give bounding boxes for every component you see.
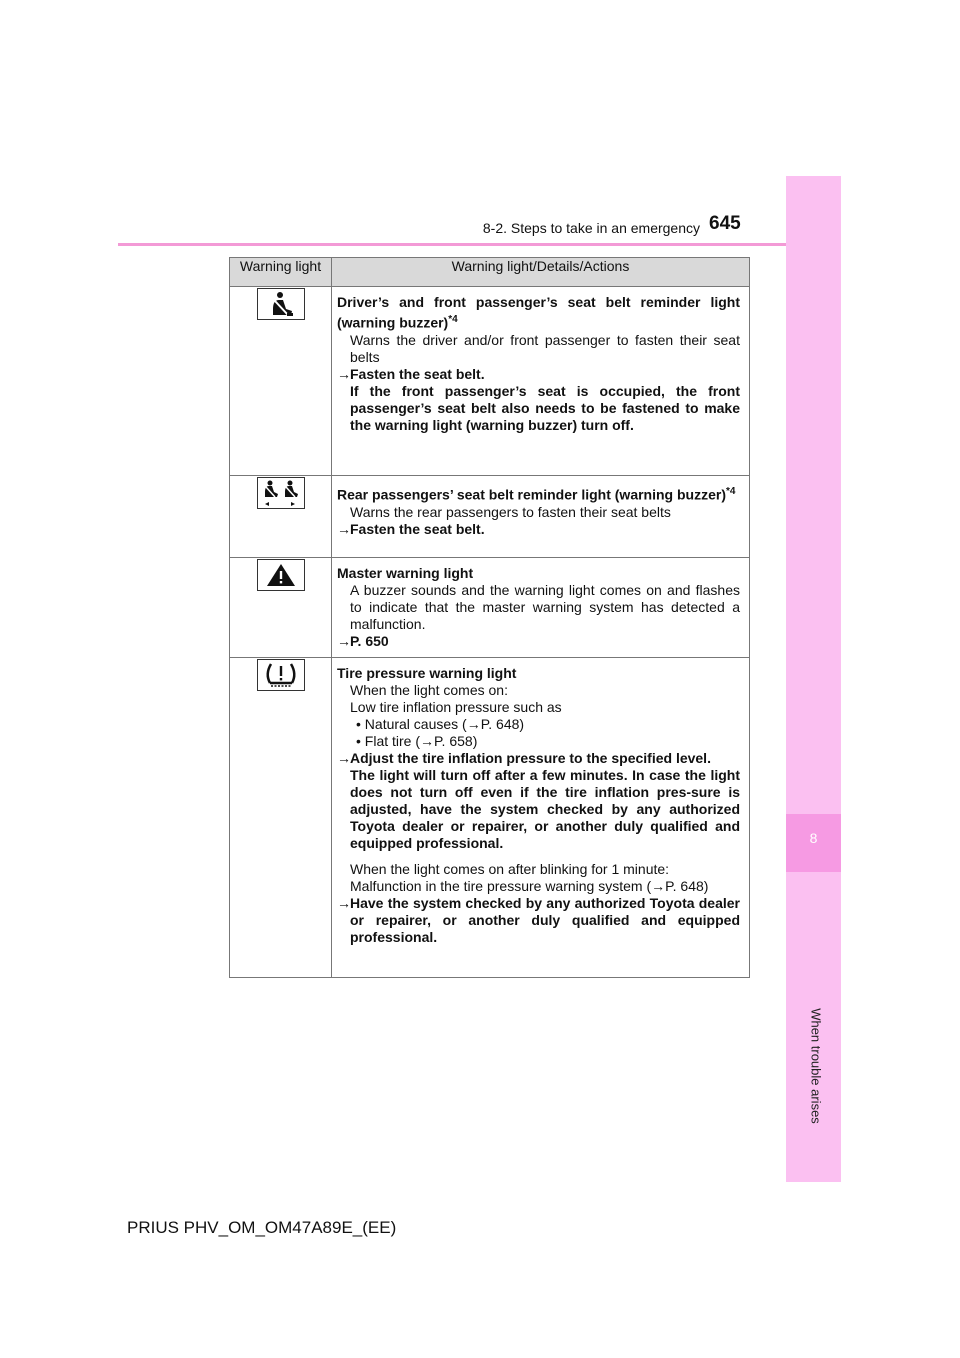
row-title: Master warning light: [337, 565, 474, 581]
seat-belt-icon: [257, 288, 305, 320]
condition-text: When the light comes on after blinking for 1 minute:: [350, 861, 670, 877]
icon-cell: [230, 287, 332, 476]
header-rule: [118, 243, 841, 246]
table-header-row: [230, 258, 750, 287]
details-cell: [332, 558, 750, 658]
page-number: 645: [709, 213, 741, 234]
list-item: • Natural causes (→P. 648): [356, 716, 525, 732]
row-action: → P. 650: [337, 633, 389, 649]
warning-light-table: [229, 257, 750, 978]
tire-pressure-icon: [257, 659, 305, 691]
row-description: Warns the rear passengers to fasten their seat belts: [350, 503, 671, 520]
table-row: [230, 287, 750, 476]
section-title: 8-2. Steps to take in an emergency: [482, 220, 700, 236]
row-action: → Adjust the tire inflation pressure to the specified level.: [337, 750, 711, 766]
list-item: • Flat tire (→P. 658): [356, 733, 478, 749]
details-cell: [332, 476, 750, 558]
row-action: → Fasten the seat belt.: [337, 520, 485, 537]
table-row: [230, 658, 750, 978]
table-row: [230, 476, 750, 558]
table-row: [230, 558, 750, 658]
row-title: Tire pressure warning light: [337, 665, 517, 681]
chapter-number: 8: [809, 830, 818, 846]
row-action-note: If the front passenger’s seat is occupied, the front passenger’s seat belt also needs to be fastened to make the warning light (warning buzzer) turn off.: [350, 382, 740, 433]
row-description: A buzzer sounds and the warning light comes on and flashes to indicate that the master warning system has detected a malfunction.: [350, 582, 740, 632]
rear-seat-belt-icon: [257, 477, 305, 509]
column-header-warning-light: Warning light: [230, 258, 332, 287]
condition-detail: Malfunction in the tire pressure warning system (→P. 648): [350, 878, 709, 894]
row-title: Rear passengers’ seat belt reminder light (warning buzzer)$^{*4}$: [337, 486, 736, 503]
condition-detail: Low tire inflation pressure such as: [350, 699, 562, 715]
condition-text: When the light comes on:: [350, 682, 508, 698]
icon-cell: [230, 558, 332, 658]
document-footer: PRIUS PHV_OM_OM47A89E_(EE): [127, 1218, 397, 1237]
row-title: Driver’s and front passenger’s seat belt reminder light (warning buzzer)$^{*4}$: [337, 294, 740, 331]
icon-cell: [230, 476, 332, 558]
row-description: Warns the driver and/or front passenger to fasten their seat belts: [350, 331, 740, 365]
chapter-side-tab[interactable]: [786, 176, 841, 1182]
details-cell: [332, 658, 750, 978]
row-action: → Have the system checked by any authorized Toyota dealer or repairer, or another duly qualified and equipped professional.: [337, 895, 740, 945]
row-action: → Fasten the seat belt.: [337, 365, 485, 382]
details-cell: [332, 287, 750, 476]
column-header-details: Warning light/Details/Actions: [332, 258, 750, 287]
chapter-label: When trouble arises: [808, 1008, 824, 1124]
master-warning-icon: [257, 559, 305, 591]
row-action-note: The light will turn off after a few minutes. In case the light does not turn off even if the tire inflation pres-sure is adjusted, have the system checked by any authorized Toyota dealer or repairer, or another duly qualified and equipped professional.: [350, 767, 740, 851]
icon-cell: [230, 658, 332, 978]
